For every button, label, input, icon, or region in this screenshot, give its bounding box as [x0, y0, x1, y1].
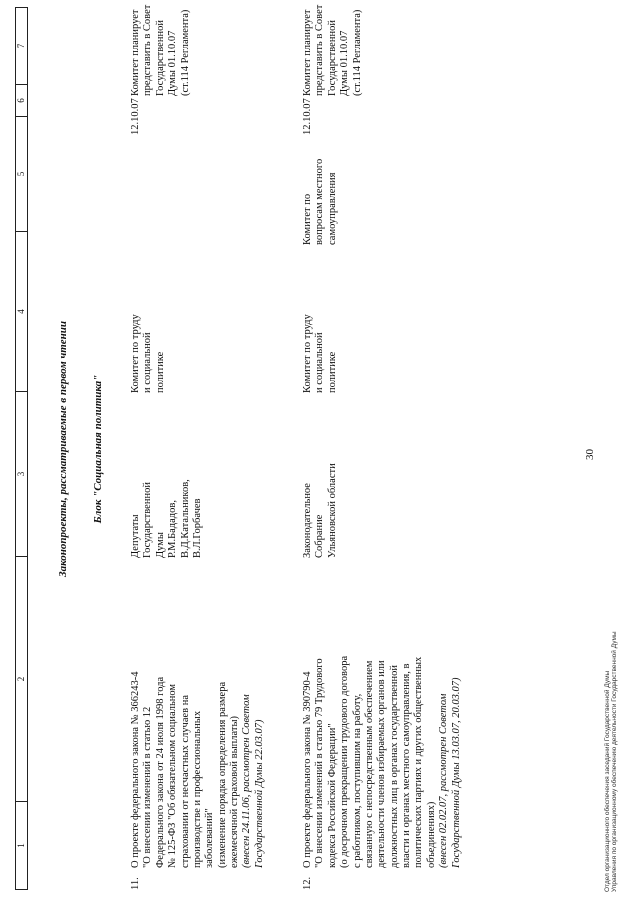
bill-note-line: с работником, поступившим на работу,	[351, 693, 363, 868]
co-executor-line: самоуправления	[326, 172, 338, 245]
initiator	[130, 398, 204, 558]
bill-note-line: власти и органах местного самоуправления, в	[401, 663, 412, 868]
row-note	[302, 0, 364, 96]
column-number: 2	[16, 557, 28, 802]
bill-note-line: (о досрочном прекращении трудового договора	[339, 655, 351, 868]
footer-line: Управления по организационному обеспечению деятельности Государственной Думы	[611, 631, 618, 892]
bill-note-line: объединениях)	[425, 801, 437, 868]
bill-status-line: (внесен 24.11.06, рассмотрен Советом	[241, 694, 253, 868]
row-note	[130, 0, 192, 96]
consideration-date: 12.10.07	[302, 98, 313, 135]
committee-line: политике	[326, 351, 338, 393]
footer	[604, 631, 618, 892]
note-line: представить в Совет	[314, 4, 326, 96]
co-executor-line: Комитет по	[302, 193, 313, 245]
responsible-committee	[130, 238, 167, 393]
page-number: 30	[584, 449, 596, 460]
bill-description	[130, 593, 266, 868]
note-line: Думы 01.10.07	[339, 30, 351, 96]
bill-description	[302, 578, 463, 868]
bill-text-line: О проекте федерального закона № 390790-4	[302, 671, 313, 868]
initiator-line: В.Л.Горбачев	[191, 498, 203, 558]
bill-status-line: Государственной Думы 13.03.07, 20.03.07)	[450, 677, 462, 868]
consideration-date: 12.10.07	[130, 98, 141, 135]
section-title: Законопроекты, рассматриваемые в первом чтении	[57, 321, 69, 577]
initiator-line: Собрание	[314, 514, 326, 558]
bill-text-line: заболеваний"	[204, 808, 216, 868]
committee-line: Комитет по труду	[302, 314, 313, 393]
initiator-line: Думы	[154, 532, 166, 558]
bill-note-line: политических партиях и других общественных	[413, 656, 425, 868]
bill-text-line: "О внесении изменений в статью 12	[142, 706, 154, 868]
row-number: 12.	[302, 876, 313, 890]
committee-line: и социальной	[142, 332, 154, 393]
column-number: 5	[16, 117, 28, 232]
note-line: Думы 01.10.07	[167, 30, 179, 96]
column-number: 4	[16, 232, 28, 392]
committee-line: Комитет по труду	[130, 314, 141, 393]
initiator-line: Законодательное	[302, 483, 313, 558]
bill-note-line: ежемесячной страховой выплаты)	[229, 715, 240, 868]
column-number: 6	[16, 85, 28, 117]
column-number: 3	[16, 392, 28, 557]
initiator-line: Депутаты	[130, 514, 141, 558]
note-line: представить в Совет	[142, 4, 154, 96]
bill-text-line: страховании от несчастных случаев на	[179, 694, 191, 868]
column-number-row	[16, 8, 28, 890]
responsible-committee	[302, 238, 339, 393]
bill-text-line: О проекте федерального закона № 366243-4	[130, 671, 141, 868]
block-title: Блок "Социальная политика"	[92, 374, 104, 524]
bill-text-line: № 125-ФЗ "Об обязательном социальном	[167, 683, 179, 868]
bill-status-line: (внесен 02.02.07, рассмотрен Советом	[438, 693, 450, 868]
note-line: (ст.114 Регламента)	[351, 9, 363, 96]
bill-status-line: Государственной Думы 22.03.07)	[253, 719, 265, 868]
bill-text-line: "О внесении изменений в статью 79 Трудового	[314, 658, 326, 868]
column-header-table	[15, 7, 28, 890]
row-number: 11.	[130, 877, 141, 890]
initiator-line: Государственной	[142, 482, 154, 558]
committee-line: политике	[154, 351, 166, 393]
initiator	[302, 398, 339, 558]
initiator-line: Р.М.Бададов,	[167, 500, 179, 558]
bill-note-line: (изменение порядка определения размера	[216, 681, 228, 868]
bill-note-line: деятельности членов избираемых органов или	[376, 660, 388, 868]
note-line: Государственной	[326, 20, 338, 96]
note-line: Комитет планирует	[302, 9, 313, 96]
bill-text-line: Федерального закона от 24 июля 1998 года	[154, 676, 166, 868]
co-executor-committee	[302, 135, 339, 245]
bill-note-line: связанную с непосредственным обеспечением	[363, 660, 375, 868]
note-line: Государственной	[154, 20, 166, 96]
footer-line: Отдел организационного обеспечения заседаний Государственной Думы	[604, 670, 611, 892]
note-line: Комитет планирует	[130, 9, 141, 96]
co-executor-line: вопросам местного	[314, 158, 326, 245]
note-line: (ст.114 Регламента)	[179, 9, 191, 96]
initiator-line: В.Д.Катальников,	[179, 479, 191, 558]
bill-text-line: кодекса Российской Федерации"	[326, 723, 338, 868]
column-number: 1	[16, 802, 28, 890]
committee-line: и социальной	[314, 332, 326, 393]
bill-text-line: производстве и профессиональных	[191, 710, 203, 868]
initiator-line: Ульяновской области	[326, 463, 338, 558]
bill-note-line: должностных лиц в органах государственной	[388, 664, 400, 868]
column-number: 7	[16, 8, 28, 85]
